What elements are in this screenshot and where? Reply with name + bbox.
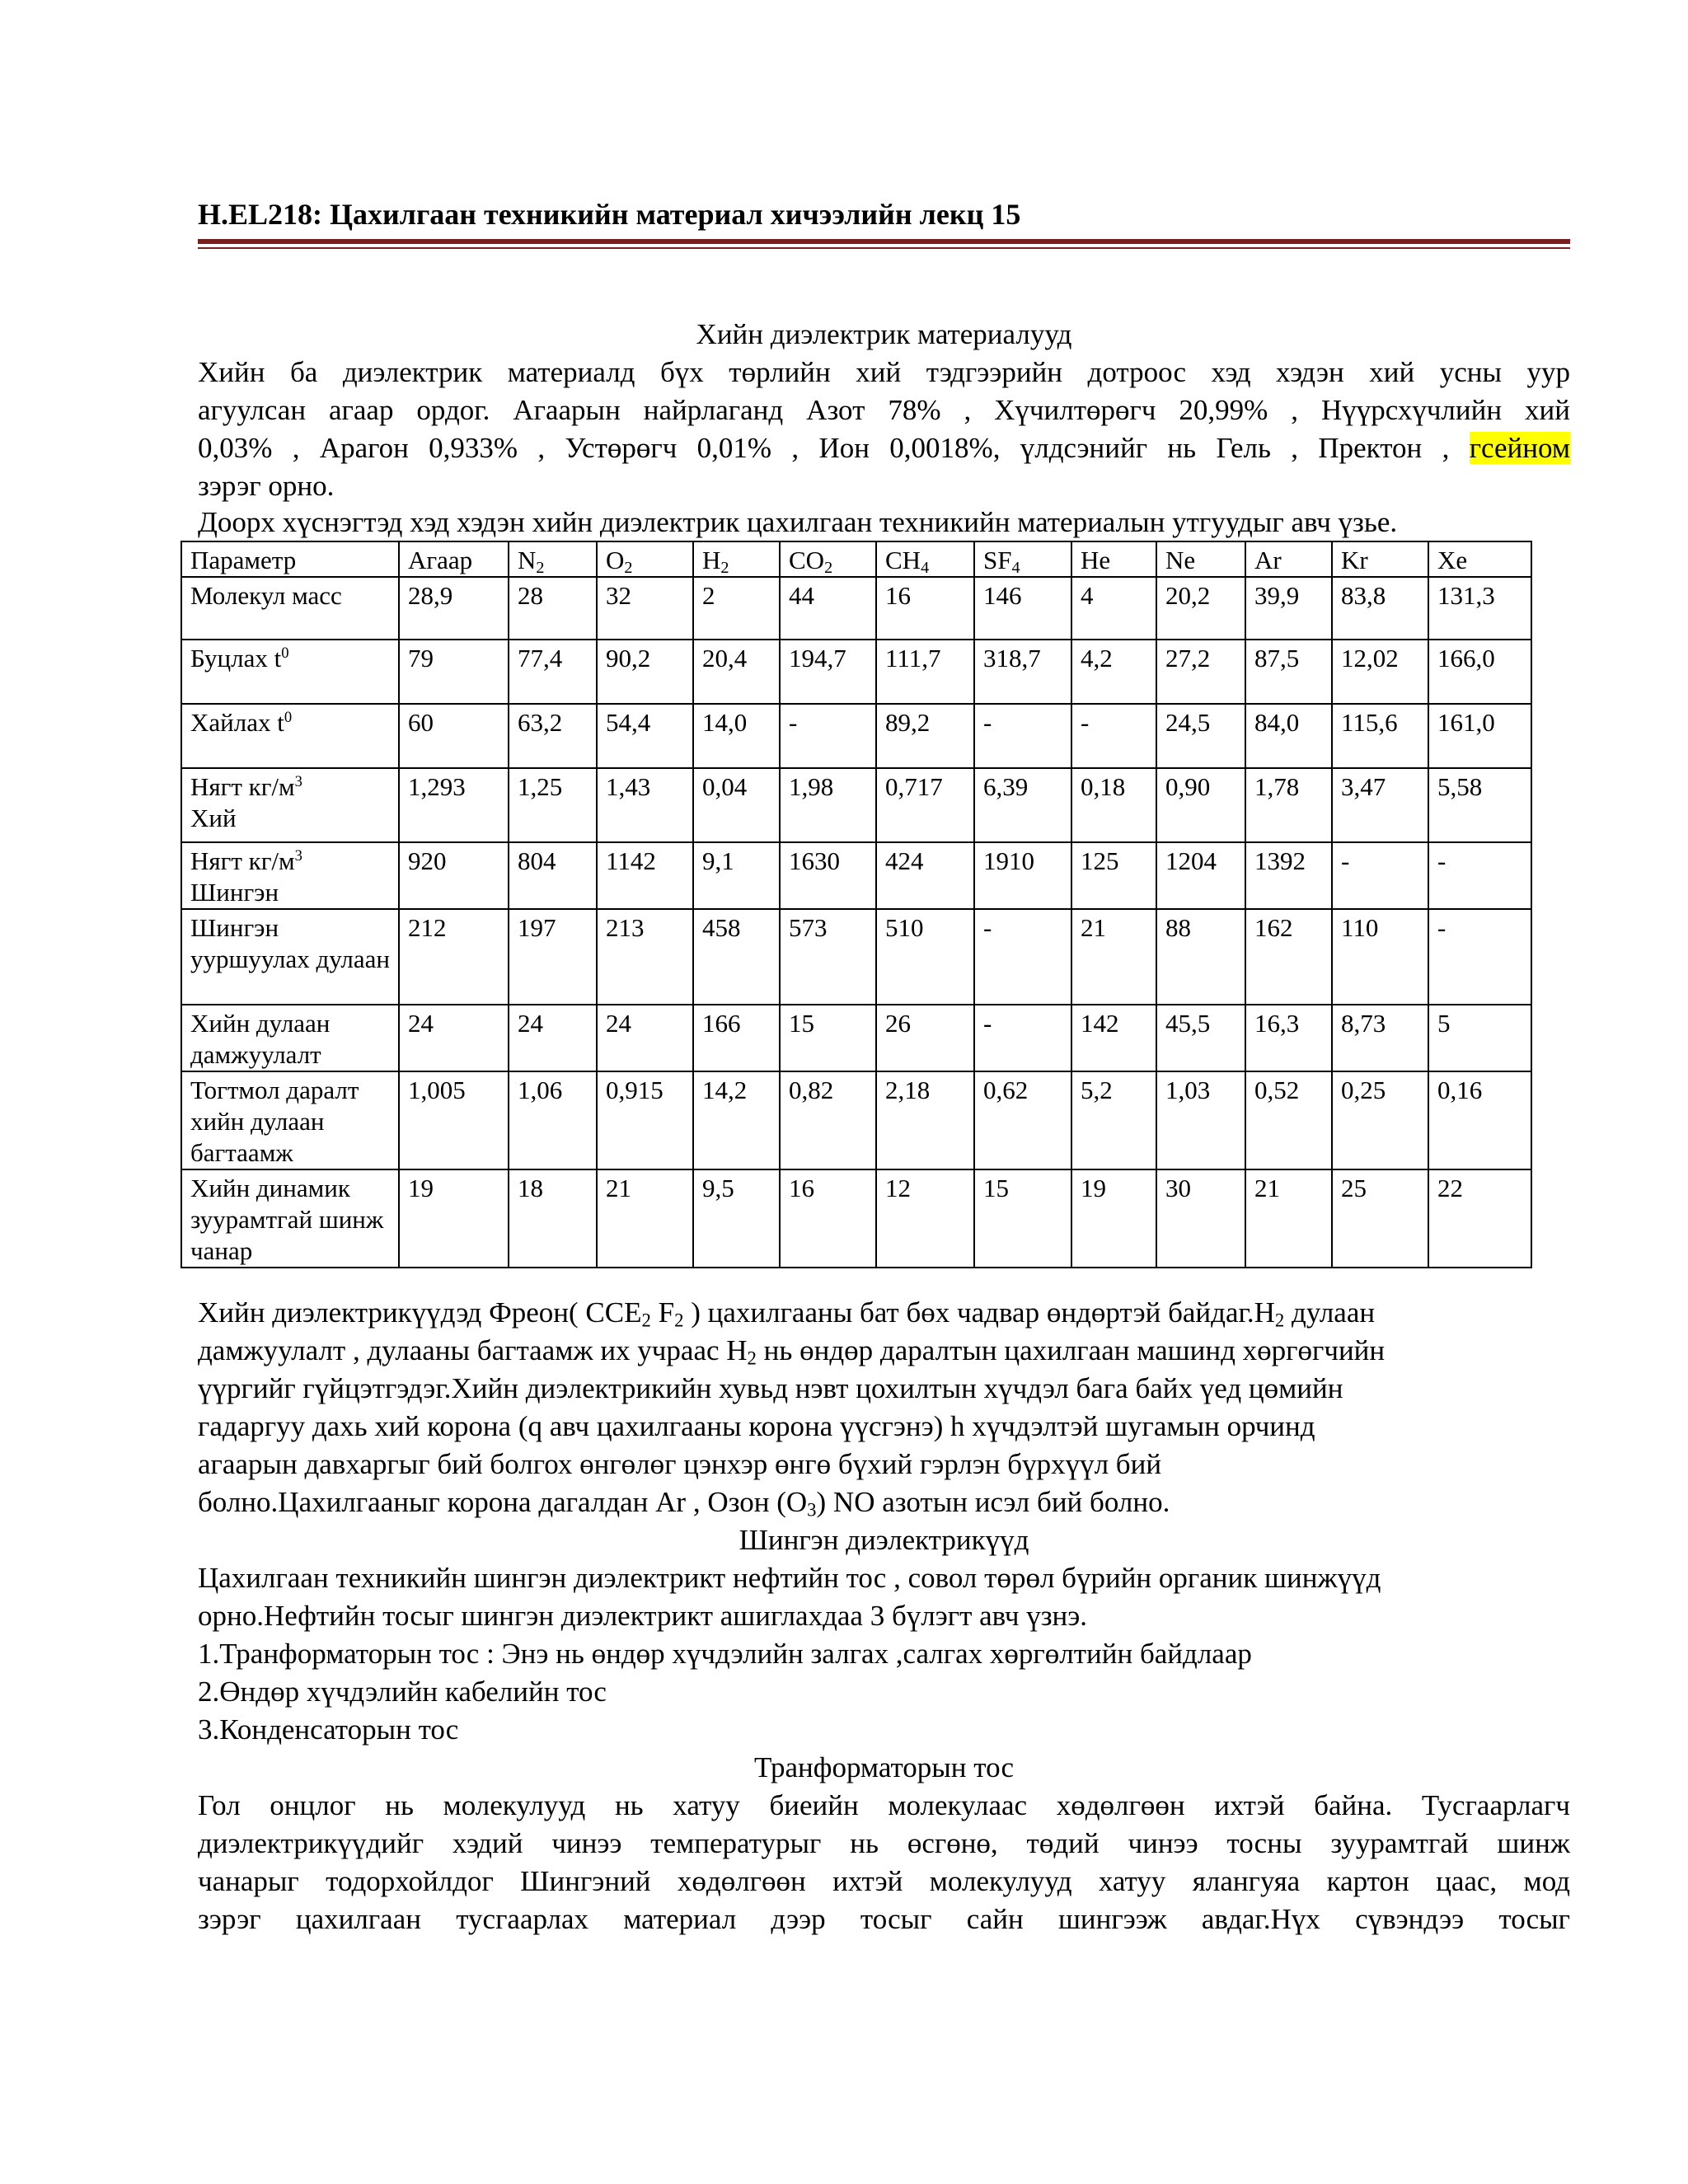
table-header-row [181,541,1531,577]
paragraph-line-with-highlight [198,429,1570,467]
page-header [198,196,1570,232]
header-cell: $CO_2$ [780,541,876,577]
table-cell: 24 [509,1005,597,1071]
table-cell: 1,98 [780,768,876,842]
row-label-cell: Буцлах $t^0$ [181,640,399,704]
table-cell: 166,0 [1428,640,1531,704]
table-cell: 15 [974,1169,1071,1268]
table-cell: 194,7 [780,640,876,704]
table-cell: 25 [1332,1169,1428,1268]
paragraph-line: зэрэг орно. [198,470,335,502]
table-cell: 18 [509,1169,597,1268]
table-cell: 573 [780,909,876,1005]
header-cell: Параметр [181,541,399,577]
header-cell: $CH_4$ [876,541,974,577]
table-row [181,1169,1531,1268]
table-cell: 16,3 [1245,1005,1332,1071]
table-cell: - [974,704,1071,768]
table-cell: 1,43 [597,768,693,842]
table-cell: 1,25 [509,768,597,842]
table-cell: 1,06 [509,1071,597,1169]
table-row [181,1005,1531,1071]
table-cell: 111,7 [876,640,974,704]
table-cell: 79 [399,640,509,704]
table-cell: 9,5 [693,1169,780,1268]
table-cell: - [1071,704,1156,768]
table-cell: 0,25 [1332,1071,1428,1169]
header-cell: Ne [1156,541,1245,577]
table-cell: - [974,909,1071,1005]
table-cell: 318,7 [974,640,1071,704]
table-cell: 0,18 [1071,768,1156,842]
paragraph-line: агуулсан агаар ордог. Агаарын найрлаганд Азот 78% , Хүчилтөрөгч 20,99% , Нүүрсхүчлийн хий [198,394,1570,426]
table-cell: 424 [876,842,974,909]
list-item: 1.Транформаторын тос : Энэ нь өндөр хүчдэлийн залгах ,салгах хөргөлтийн байдлаар [198,1638,1252,1670]
header-cell: Агаар [399,541,509,577]
table-cell: 142 [1071,1005,1156,1071]
table-cell: 0,915 [597,1071,693,1169]
table-cell: 28,9 [399,577,509,640]
table-cell: 5,2 [1071,1071,1156,1169]
header-cell: $H_2$ [693,541,780,577]
row-label-cell: Хийн динамик зуурамтгай шинж чанар [181,1169,399,1268]
header-cell: $SF_4$ [974,541,1071,577]
section-heading-gas-dielectrics: Хийн диэлектрик материалууд [696,318,1072,350]
row-label-cell: Тогтмол даралт хийн дулаан багтаамж [181,1071,399,1169]
table-cell: 1,03 [1156,1071,1245,1169]
table-cell: 24,5 [1156,704,1245,768]
table-row [181,1071,1531,1169]
paragraph-line: Гол онцлог нь молекулууд нь хатуу биеийн молекулаас хөдөлгөөн ихтэй байна. Тусгаарлагч [198,1789,1570,1821]
table-row [181,842,1531,909]
table-cell: 19 [399,1169,509,1268]
paragraph-line: чанарыг тодорхойлдог Шингэний хөдөлгөөн ихтэй молекулууд хатуу ялангуяа картон цаас, мод [198,1865,1570,1897]
table-cell: 1392 [1245,842,1332,909]
table-cell: 212 [399,909,509,1005]
table-cell: 161,0 [1428,704,1531,768]
paragraph-line: орно.Нефтийн тосыг шингэн диэлектрикт ашиглахдаа 3 бүлэгт авч үзнэ. [198,1600,1088,1632]
table-cell: 24 [597,1005,693,1071]
table-cell: 8,73 [1332,1005,1428,1071]
paragraph-line: диэлектрикүүдийг хэдий чинээ температурыг нь өсгөнө, төдий чинээ тосны зуурамтгай шинж [198,1827,1570,1859]
table-cell: - [1428,909,1531,1005]
table-cell: 1910 [974,842,1071,909]
table-row [181,768,1531,842]
table-cell: 4,2 [1071,640,1156,704]
paragraph-line: Цахилгаан техникийн шингэн диэлектрикт нефтийн тос , совол төрөл бүрийн органик шинжүүд [198,1562,1381,1594]
table-cell: 26 [876,1005,974,1071]
row-label-cell: Хийн дулаан дамжуулалт [181,1005,399,1071]
table-body [181,577,1531,1268]
table-cell: 88 [1156,909,1245,1005]
table-cell: 6,39 [974,768,1071,842]
table-cell: 16 [780,1169,876,1268]
table-cell: 0,52 [1245,1071,1332,1169]
table-cell: 2,18 [876,1071,974,1169]
paragraph-line: агаарын давхаргыг бий болгох өнгөлөг цэнхэр өнгө бүхий гэрлэн бүрхүүл бий [198,1448,1162,1480]
table-cell: 0,16 [1428,1071,1531,1169]
table-cell: 458 [693,909,780,1005]
table-cell: 0,04 [693,768,780,842]
table-cell: 0,90 [1156,768,1245,842]
table-cell: 44 [780,577,876,640]
paragraph-line: зэрэг цахилгаан тусгаарлах материал дээр тосыг сайн шингээж авдаг.Нүх сүвэндээ тосыг [198,1903,1570,1935]
table-row [181,577,1531,640]
table-cell: 45,5 [1156,1005,1245,1071]
table-cell: 21 [1245,1169,1332,1268]
table-cell: 20,2 [1156,577,1245,640]
table-cell: 0,62 [974,1071,1071,1169]
table-cell: 89,2 [876,704,974,768]
header-cell: Ar [1245,541,1332,577]
table-cell: 197 [509,909,597,1005]
table-cell: 90,2 [597,640,693,704]
table-cell: 21 [597,1169,693,1268]
paragraph-line: үүргийг гүйцэтгэдэг.Хийн диэлектрикийн хувьд нэвт цохилтын хүчдэл бага байх үед цөмийн [198,1372,1343,1404]
table-cell: 22 [1428,1169,1531,1268]
table-cell: 24 [399,1005,509,1071]
row-label-cell: Молекул масс [181,577,399,640]
row-label-cell: Шингэн ууршуулах дулаан [181,909,399,1005]
table-cell: 27,2 [1156,640,1245,704]
table-cell: 3,47 [1332,768,1428,842]
page-title: H.EL218: Цахилгаан техникийн материал хичээлийн лекц 15 [198,198,1021,231]
header-cell: $N_2$ [509,541,597,577]
table-cell: 21 [1071,909,1156,1005]
table-intro-line: Доорх хүснэгтэд хэд хэдэн хийн диэлектрик цахилгаан техникийн материалын утгуудыг авч үзье. [198,506,1398,538]
table-cell: 804 [509,842,597,909]
section-heading-transformer-oil: Транформаторын тос [753,1751,1015,1783]
table-cell: 83,8 [1332,577,1428,640]
table-cell: 1142 [597,842,693,909]
table-cell: 15 [780,1005,876,1071]
table-cell: 4 [1071,577,1156,640]
table-cell: 30 [1156,1169,1245,1268]
header-rule-thick [198,239,1570,244]
table-cell: 125 [1071,842,1156,909]
table-cell: 115,6 [1332,704,1428,768]
table-cell: 1630 [780,842,876,909]
table-cell: 213 [597,909,693,1005]
table-cell: 77,4 [509,640,597,704]
table-cell: 131,3 [1428,577,1531,640]
table-cell: 166 [693,1005,780,1071]
paragraph-line: гадаргуу дахь хий корона (q авч цахилгааны корона үүсгэнэ) h хүчдэлтэй шугамын орчинд [198,1410,1315,1442]
table-cell: 12 [876,1169,974,1268]
table-cell: - [1332,842,1428,909]
table-cell: 28 [509,577,597,640]
gas-properties-table [181,541,1532,1268]
table-cell: 63,2 [509,704,597,768]
table-cell: 0,717 [876,768,974,842]
table-cell: 1,005 [399,1071,509,1169]
table-cell: 39,9 [1245,577,1332,640]
row-label-cell: Нягт $кг/м^3$ Хий [181,768,399,842]
table-cell: 16 [876,577,974,640]
table-cell: 5,58 [1428,768,1531,842]
table-cell: 14,0 [693,704,780,768]
table-cell: 19 [1071,1169,1156,1268]
header-cell: $O_2$ [597,541,693,577]
table-cell: 12,02 [1332,640,1428,704]
table-cell: 5 [1428,1005,1531,1071]
table-cell: 54,4 [597,704,693,768]
header-cell: Xe [1428,541,1531,577]
table-row [181,640,1531,704]
table-cell: 1,78 [1245,768,1332,842]
table-cell: - [974,1005,1071,1071]
header-cell: Kr [1332,541,1428,577]
list-item: 2.Өндөр хүчдэлийн кабелийн тос [198,1675,607,1708]
table-cell: 146 [974,577,1071,640]
paragraph-line: Хийн диэлектрикүүдэд Фреон( $CCE_2$ $F_2$ ) цахилгааны бат бөх чадвар өндөртэй $байдаг.H_2$ дулаан [198,1296,1376,1331]
table-cell: 1,293 [399,768,509,842]
table-cell: 110 [1332,909,1428,1005]
table-row [181,704,1531,768]
paragraph-line: дамжуулалт , дулааны багтаамж их учраас $H_2$ нь өндөр даралтын цахилгаан машинд хөргөгчийн [198,1334,1386,1369]
table-row [181,909,1531,1005]
highlighted-word: гсейном [1469,432,1570,464]
table-cell: 84,0 [1245,704,1332,768]
table-cell: 2 [693,577,780,640]
table-cell: 1204 [1156,842,1245,909]
table-cell: 87,5 [1245,640,1332,704]
table-cell: 920 [399,842,509,909]
row-label-cell: Хайлах $t^0$ [181,704,399,768]
table-cell: 0,82 [780,1071,876,1169]
section-heading-liquid-dielectrics: Шингэн диэлектрикүүд [738,1524,1029,1556]
header-rule-thin [198,247,1570,249]
table-cell: 162 [1245,909,1332,1005]
paragraph-line: болно.Цахилгааныг корона дагалдан Ar , Озон $(O_3)$ NO азотын исэл бий болно. [198,1486,1170,1521]
table-cell: 20,4 [693,640,780,704]
list-item: 3.Конденсаторын тос [198,1713,459,1746]
table-cell: 32 [597,577,693,640]
row-label-cell: Нягт $кг/м^3$ Шингэн [181,842,399,909]
table-cell: 14,2 [693,1071,780,1169]
table-cell: 9,1 [693,842,780,909]
table-cell: - [780,704,876,768]
table-cell: - [1428,842,1531,909]
table-cell: 510 [876,909,974,1005]
header-cell: He [1071,541,1156,577]
paragraph-text: 0,03% , Арагон 0,933% , Устөрөгч 0,01% , Ион 0,0018%, үлдсэнийг нь Гель , Пректон , [198,432,1450,464]
paragraph-line: Хийн ба диэлектрик материалд бүх төрлийн хий тэдгээрийн дотроос хэд хэдэн хий усны уур [198,356,1570,388]
table-cell: 60 [399,704,509,768]
